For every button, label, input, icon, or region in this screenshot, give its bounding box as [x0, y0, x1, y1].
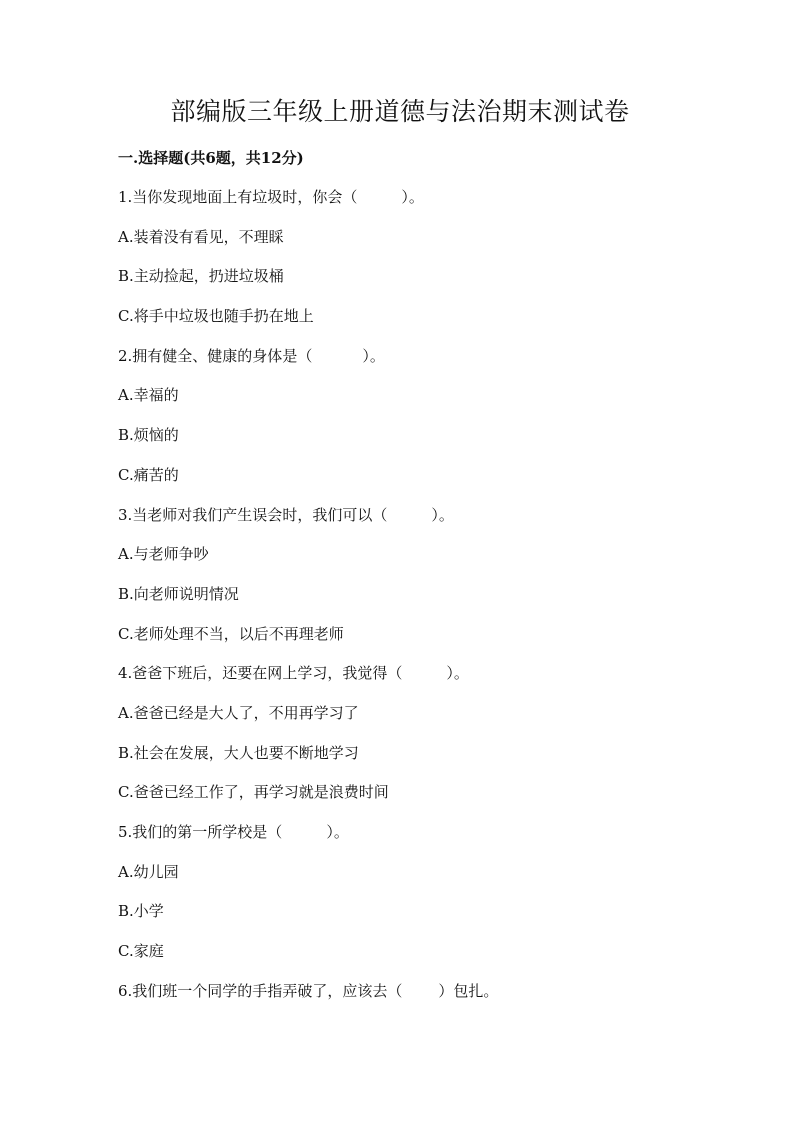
- question-stem-text: 5.我们的第一所学校是（: [118, 823, 283, 841]
- question-4-option-c: C.爸爸已经工作了，再学习就是浪费时间: [118, 783, 389, 802]
- question-stem-suffix: ）。: [431, 505, 454, 524]
- question-stem-text: 4.爸爸下班后，还要在网上学习，我觉得（: [118, 664, 403, 683]
- question-4-stem: [118, 660, 718, 700]
- question-stem-text: 3.当老师对我们产生误会时，我们可以（: [118, 505, 388, 524]
- question-stem-suffix: ）。: [446, 664, 469, 683]
- question-3-stem: [118, 502, 718, 542]
- page-title: 部编版三年级上册道德与法治期末测试卷: [170, 97, 630, 126]
- question-1-option-c: C.将手中垃圾也随手扔在地上: [118, 307, 314, 326]
- question-2-option-c: C.痛苦的: [118, 465, 179, 484]
- section-heading: 一.选择题(共6题，共12分): [118, 149, 304, 167]
- question-stem-suffix: ）。: [401, 188, 424, 206]
- question-3-option-b: B.向老师说明情况: [118, 584, 239, 603]
- question-2-option-a: A.幸福的: [118, 386, 179, 405]
- question-2-stem: [118, 343, 718, 383]
- question-5-option-b: B.小学: [118, 902, 164, 921]
- question-stem-suffix: ）包扎。: [438, 981, 499, 1000]
- question-4-option-a: A.爸爸已经是大人了，不用再学习了: [118, 703, 359, 722]
- question-list: [118, 184, 718, 1017]
- question-3-option-c: C.老师处理不当，以后不再理老师: [118, 624, 344, 643]
- question-stem-suffix: ）。: [326, 823, 349, 841]
- question-5-stem: [118, 819, 718, 859]
- question-stem-suffix: ）。: [362, 346, 385, 365]
- question-2-option-b: B.烦恼的: [118, 426, 179, 445]
- question-stem-text: 2.拥有健全、健康的身体是（: [118, 346, 313, 365]
- question-stem-text: 1.当你发现地面上有垃圾时，你会（: [118, 188, 358, 206]
- question-4-option-b: B.社会在发展，大人也要不断地学习: [118, 743, 359, 762]
- question-1-option-a: A.装着没有看见，不理睬: [118, 227, 284, 246]
- question-stem-text: 6.我们班一个同学的手指弄破了，应该去（: [118, 981, 403, 1000]
- question-1-option-b: B.主动捡起，扔进垃圾桶: [118, 267, 284, 286]
- question-3-option-a: A.与老师争吵: [118, 545, 209, 564]
- question-1-stem: [118, 184, 718, 224]
- question-5-option-a: A.幼儿园: [118, 862, 179, 881]
- question-6-stem: [118, 978, 718, 1018]
- question-5-option-c: C.家庭: [118, 942, 164, 961]
